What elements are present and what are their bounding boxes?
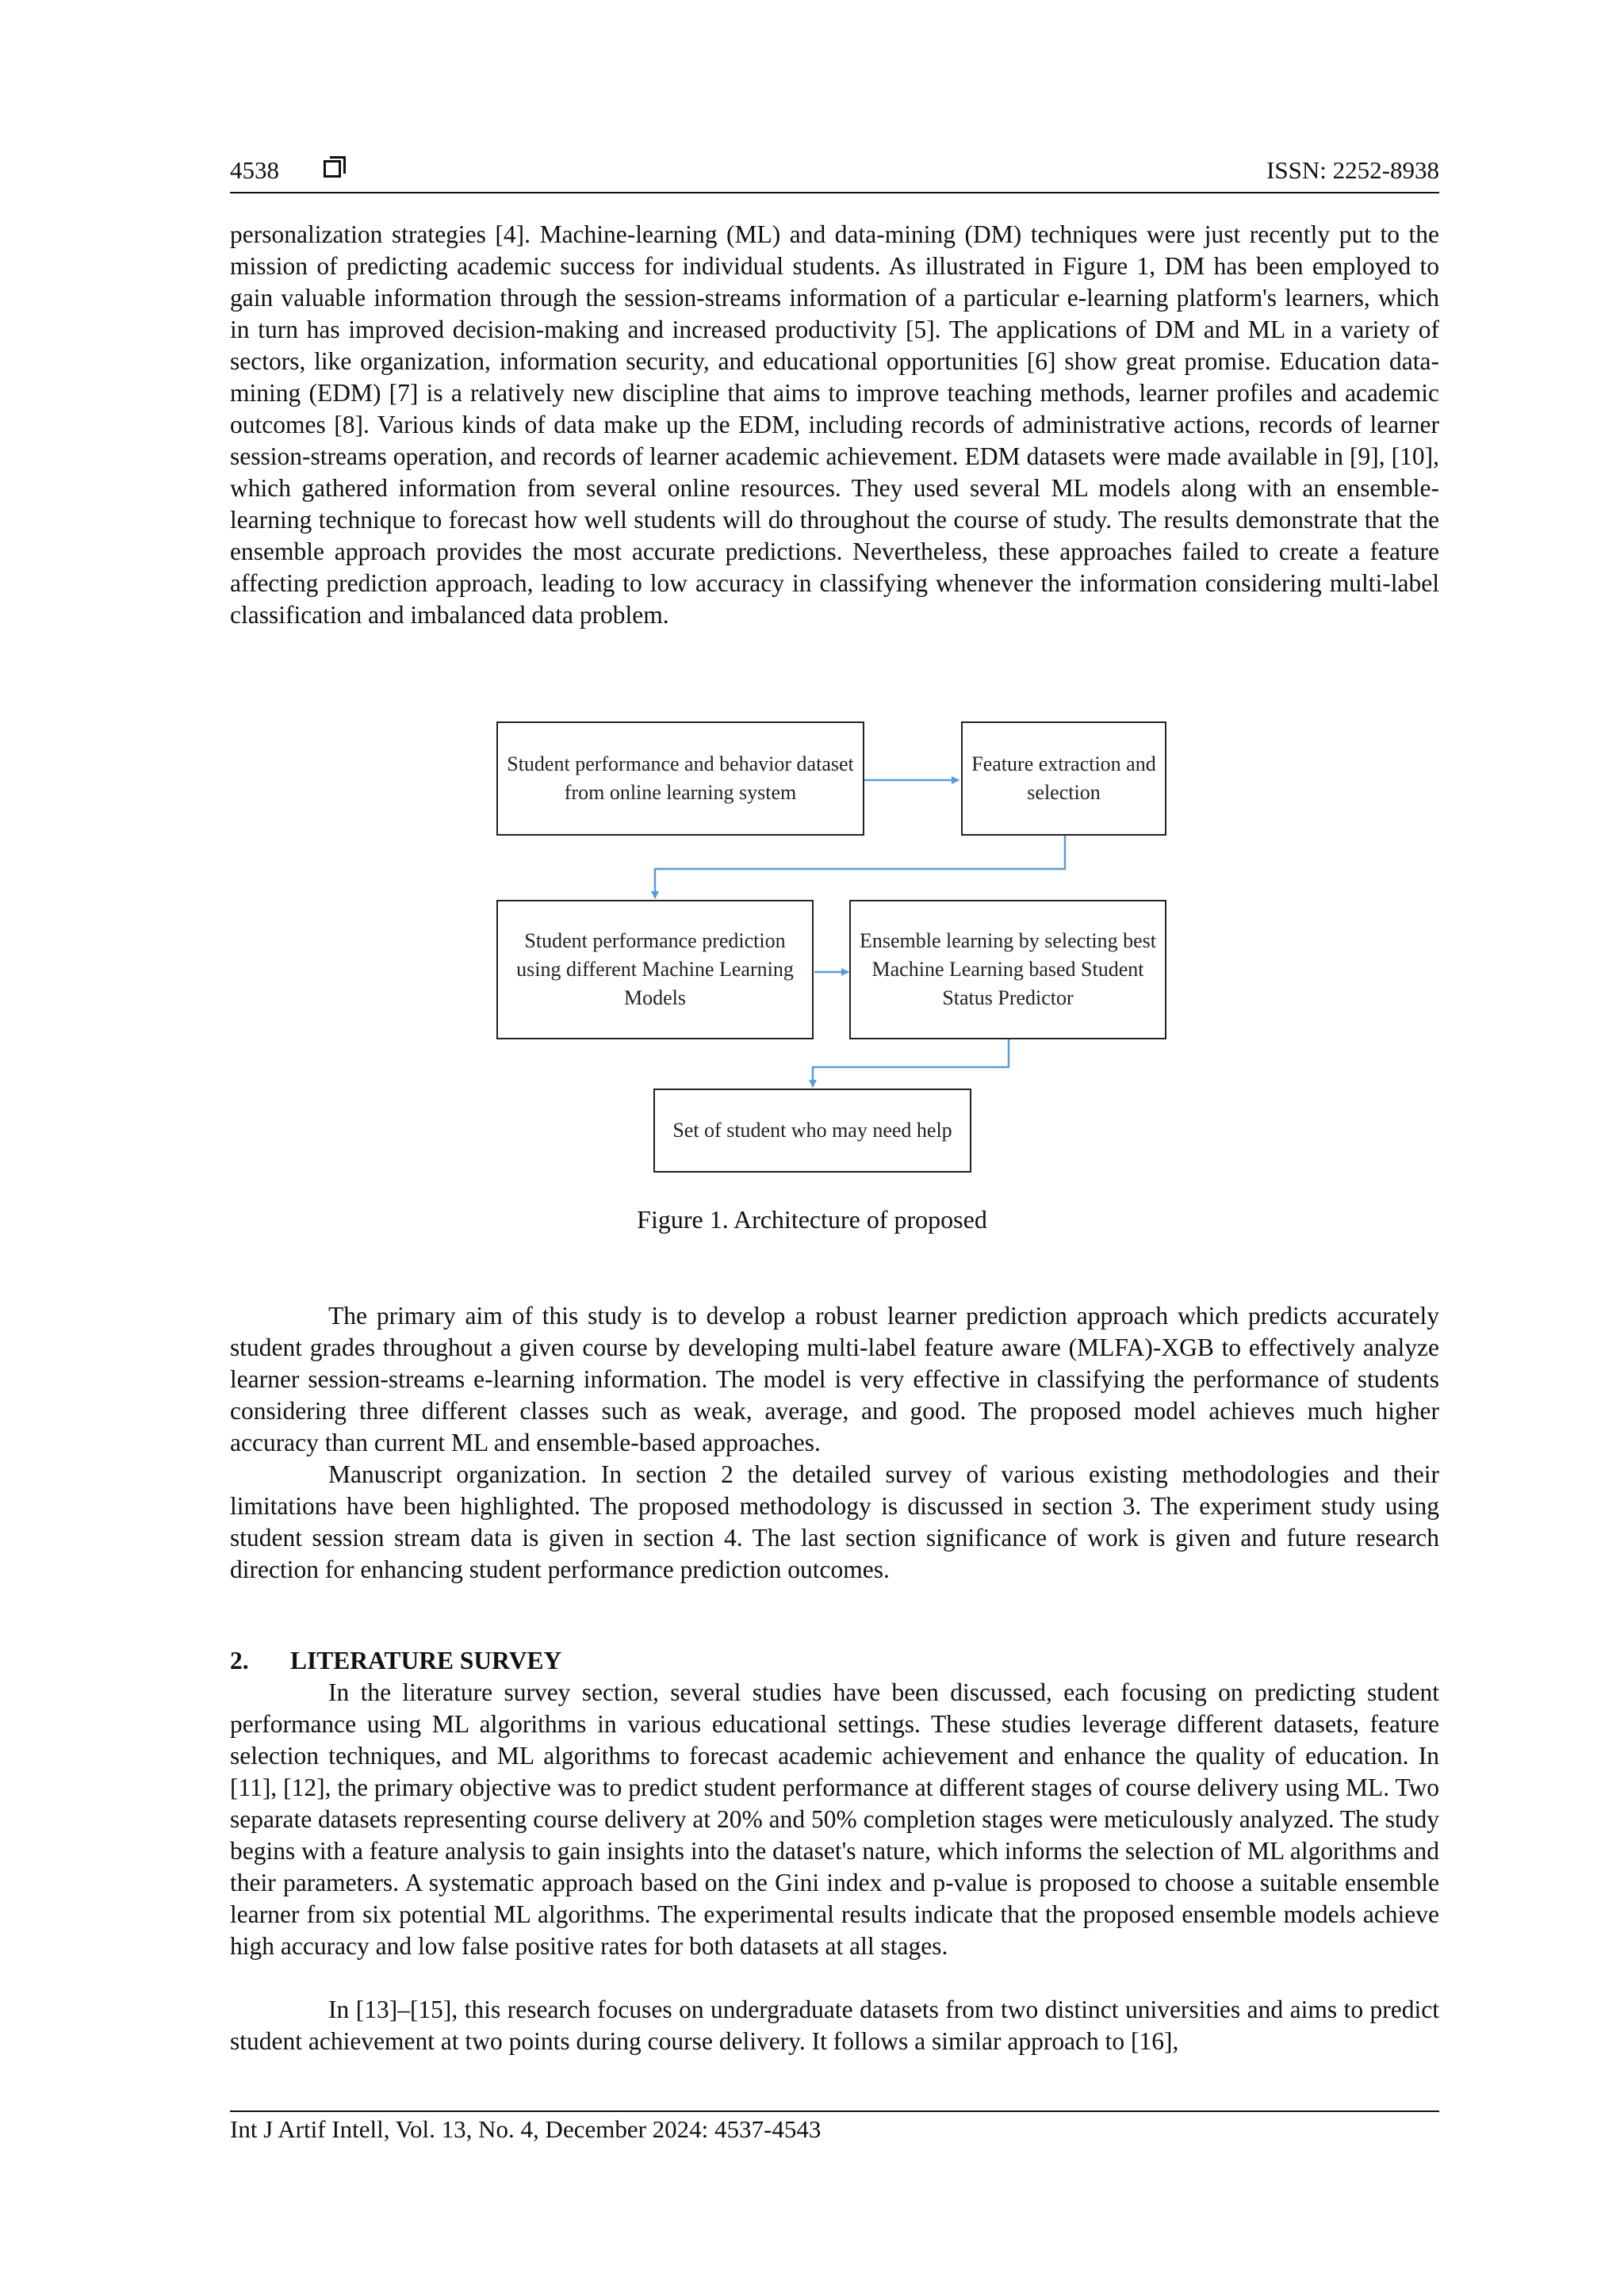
box-output-students: Set of student who may need help [653,1089,971,1173]
box-ensemble-learning: Ensemble learning by selecting best Machine Learning based Student Status Predictor [849,900,1166,1039]
survey-paragraph-1: In the literature survey section, several studies have been discussed, each focusing on predicting student performance using ML algorithms in various educational settings. These studies leverage different datasets, feature selection techniques, and ML algorithms to forecast academic achievement and enhance the quality of education. In [11], [12], the primary objective was to predict student performance at different stages of course delivery using ML. Two separate datasets representing course delivery at 20% and 50% completion stages were meticulously analyzed. The study begins with a feature analysis to gain insights into the dataset's nature, which informs the selection of ML algorithms and their parameters. A systematic approach based on the Gini index and p-value is proposed to choose a suitable ensemble learner from six potential ML algorithms. The experimental results indicate that the proposed ensemble models achieve high accuracy and low false positive rates for both datasets at all stages. [230,1678,1439,1960]
box-dataset: Student performance and behavior dataset from online learning system [496,721,864,836]
survey-paragraph-2: In [13]–[15], this research focuses on undergraduate datasets from two distinct universities and aims to predict student achievement at two points during course delivery. It follows a similar approach to [16], [230,1996,1439,2055]
checkbox-icon [324,160,341,178]
issn: ISSN: 2252-8938 [1266,156,1439,184]
arrow-ensemble-to-output [813,1039,1009,1087]
box-feature-extraction: Feature extraction and selection [961,721,1166,836]
section-title: LITERATURE SURVEY [290,1647,562,1674]
intro-paragraph: personalization strategies [4]. Machine-learning (ML) and data-mining (DM) techniques were just recently put to the mission of predicting academic success for individual students. As illustrated in Figure 1, DM has been employed to gain valuable information through the session-streams information of a particular e-learning platform's learners, which in turn has improved decision-making and increased productivity [5]. The applications of DM and ML in a variety of sectors, like organization, information security, and educational opportunities [6] show great promise. Education data-mining (EDM) [7] is a relatively new discipline that aims to improve teaching methods, learner profiles and academic outcomes [8]. Various kinds of data make up the EDM, including records of administrative actions, records of learner session-streams operation, and records of learner academic achievement. EDM datasets were made available in [9], [10], which gathered information from several online resources. They used several ML models along with an ensemble-learning technique to forecast how well students will do throughout the course of study. The results demonstrate that the ensemble approach provides the most accurate predictions. Nevertheless, these approaches failed to create a feature affecting prediction approach, leading to low accuracy in classifying whenever the information considering multi-label classification and imbalanced data problem. [230,220,1439,629]
section-number: 2. [230,1647,249,1674]
footer-rule [230,2110,1439,2112]
arrow-feature-to-prediction [655,836,1065,898]
journal-citation: Int J Artif Intell, Vol. 13, No. 4, December 2024: 4537-4543 [230,2115,822,2143]
header-rule [230,192,1439,193]
running-header [230,155,1439,190]
figure-caption: Figure 1. Architecture of proposed [637,1205,987,1234]
aim-paragraph: The primary aim of this study is to develop a robust learner prediction approach which predicts accurately student grades throughout a given course by developing multi-label feature aware (MLFA)-XGB to effectively analyze learner session-streams e-learning information. The model is very effective in classifying the performance of students considering three different classes such as weak, average, and good. The proposed model achieves much higher accuracy than current ML and ensemble-based approaches. [230,1302,1439,1456]
organization-paragraph: Manuscript organization. In section 2 the detailed survey of various existing methodologies and their limitations have been highlighted. The proposed methodology is discussed in section 3. The experiment study using student session stream data is given in section 4. The last section significance of work is given and future research direction for enhancing student performance prediction outcomes. [230,1460,1439,1583]
page-number: 4538 [230,156,279,184]
box-prediction-models: Student performance prediction using different Machine Learning Models [496,900,814,1039]
section-heading [230,1645,561,1677]
